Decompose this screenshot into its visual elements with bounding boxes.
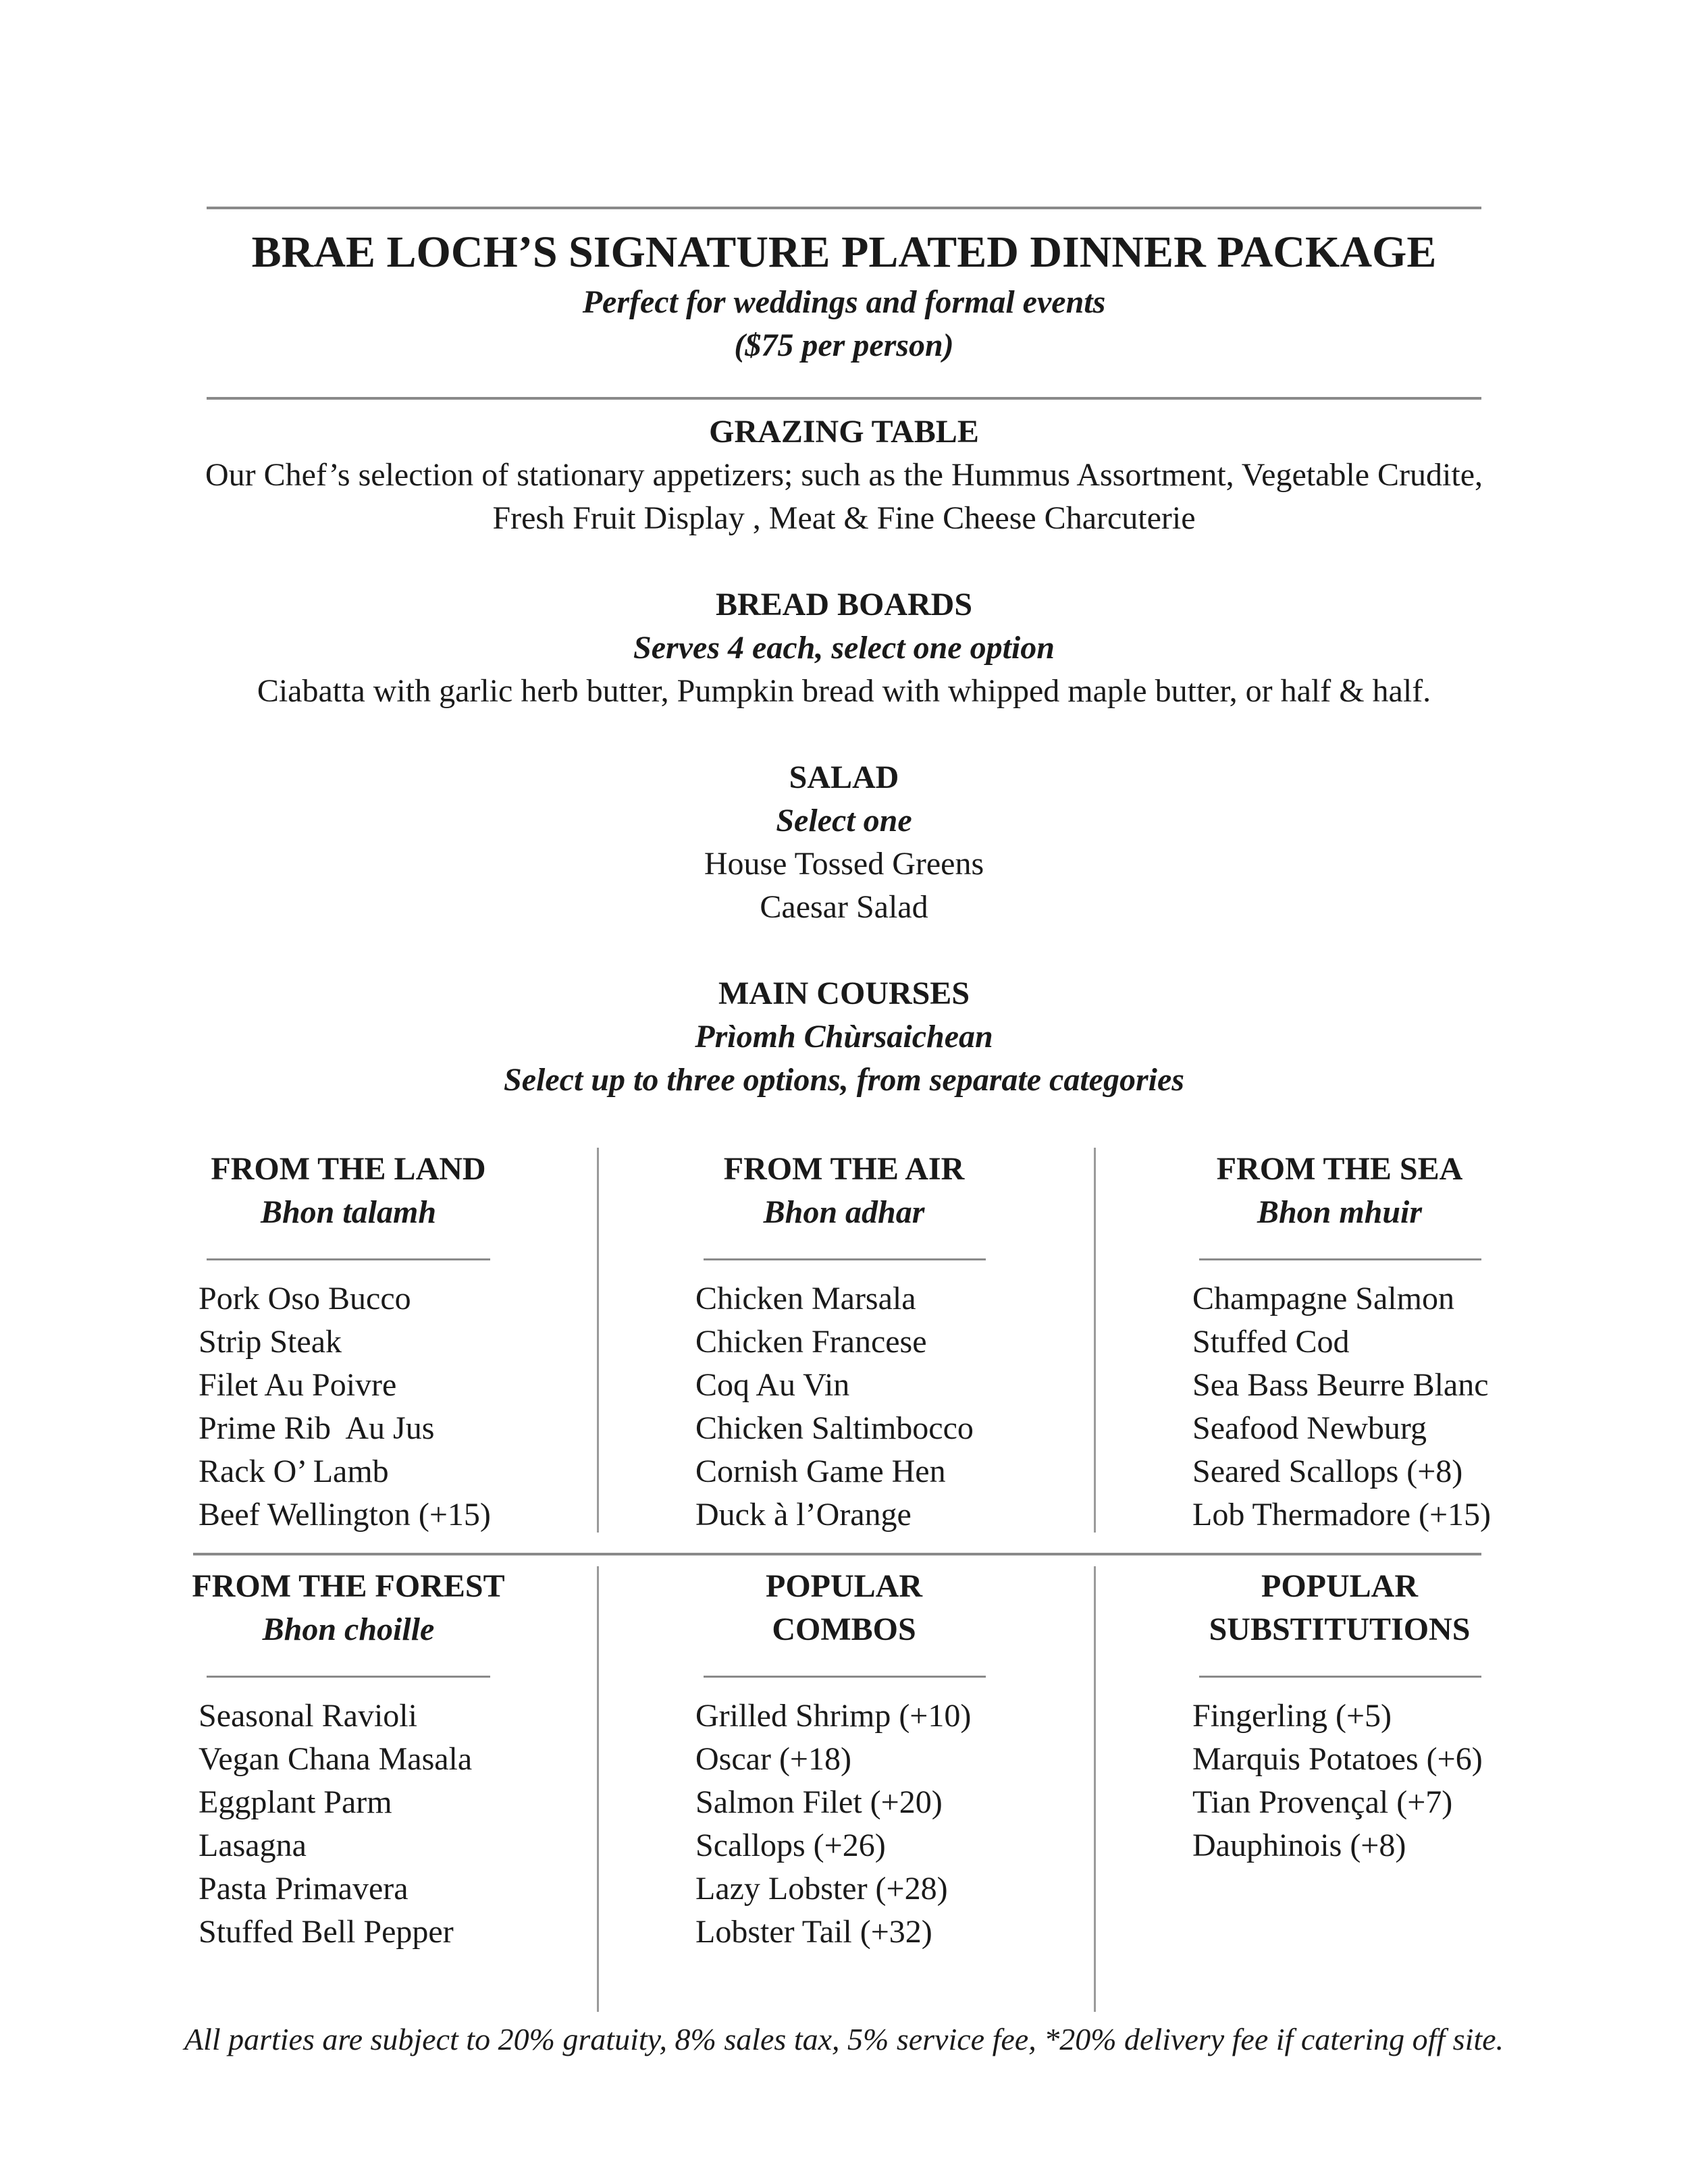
list-item: Scallops (+26): [695, 1828, 886, 1863]
list-item: Seasonal Ravioli: [199, 1698, 417, 1734]
column-heading-forest: [173, 1565, 524, 1651]
list-item: Marquis Potatoes (+6): [1192, 1741, 1483, 1777]
list-item: Cornish Game Hen: [695, 1454, 946, 1489]
column-divider: [1094, 1148, 1096, 1533]
list-item: Tian Provençal (+7): [1192, 1784, 1453, 1820]
column-subtitle: Bhon adhar: [763, 1194, 925, 1230]
grazing-heading: GRAZING TABLE: [709, 414, 979, 450]
column-subtitle: SUBSTITUTIONS: [1209, 1612, 1471, 1647]
list-item: Vegan Chana Masala: [199, 1741, 473, 1777]
list-item: Lobster Tail (+32): [695, 1914, 932, 1950]
mains-heading: MAIN COURSES: [718, 976, 970, 1011]
column-underline: [1199, 1676, 1481, 1678]
list-item: Beef Wellington (+15): [199, 1497, 491, 1533]
salad-heading: SALAD: [789, 760, 899, 795]
list-item: Lazy Lobster (+28): [695, 1871, 948, 1907]
list-item: Grilled Shrimp (+10): [695, 1698, 972, 1734]
column-subtitle: Bhon choille: [262, 1612, 435, 1647]
list-item: Lob Thermadore (+15): [1192, 1497, 1492, 1533]
list-item: Sea Bass Beurre Blanc: [1192, 1367, 1489, 1403]
forest-list: [199, 1695, 472, 1954]
bread-text: Ciabatta with garlic herb butter, Pumpkin bread with whipped maple butter, or half & half.: [257, 673, 1431, 709]
bread-heading: BREAD BOARDS: [715, 587, 973, 622]
list-item: Stuffed Cod: [1192, 1324, 1350, 1360]
row-divider: [193, 1553, 1481, 1555]
substitutions-list: [1192, 1695, 1483, 1867]
column-subtitle: Bhon mhuir: [1257, 1194, 1423, 1230]
air-list: [695, 1277, 974, 1537]
column-underline: [1199, 1258, 1481, 1260]
column-heading-sea: [1164, 1148, 1515, 1234]
menu-subtitle: Perfect for weddings and formal events: [582, 284, 1106, 320]
salad-note: Select one: [776, 803, 912, 838]
list-item: Chicken Francese: [695, 1324, 927, 1360]
column-title: POPULAR: [1261, 1568, 1418, 1604]
list-item: Filet Au Poivre: [199, 1367, 397, 1403]
list-item: Oscar (+18): [695, 1741, 851, 1777]
salad-item: House Tossed Greens: [704, 846, 984, 882]
column-title: FROM THE LAND: [211, 1151, 486, 1187]
column-underline: [704, 1676, 986, 1678]
list-item: Chicken Saltimbocco: [695, 1410, 974, 1446]
list-item: Lasagna: [199, 1828, 307, 1863]
land-list: [199, 1277, 491, 1537]
column-heading-land: [173, 1148, 524, 1234]
bread-note: Serves 4 each, select one option: [633, 630, 1055, 666]
column-title: FROM THE SEA: [1216, 1151, 1463, 1187]
column-divider: [597, 1148, 599, 1533]
combos-list: [695, 1695, 971, 1954]
list-item: Coq Au Vin: [695, 1367, 850, 1403]
list-item: Pork Oso Bucco: [199, 1281, 411, 1316]
top-rule: [207, 207, 1481, 209]
menu-price: ($75 per person): [734, 327, 954, 363]
list-item: Duck à l’Orange: [695, 1497, 912, 1533]
column-divider: [1094, 1566, 1096, 2012]
list-item: Strip Steak: [199, 1324, 342, 1360]
mains-gaelic: Prìomh Chùrsaichean: [695, 1019, 993, 1055]
list-item: Eggplant Parm: [199, 1784, 392, 1820]
column-title: FROM THE FOREST: [192, 1568, 505, 1604]
column-title: FROM THE AIR: [723, 1151, 965, 1187]
column-underline: [207, 1676, 490, 1678]
list-item: Salmon Filet (+20): [695, 1784, 943, 1820]
list-item: Chicken Marsala: [695, 1281, 916, 1316]
list-item: Fingerling (+5): [1192, 1698, 1392, 1734]
column-heading-air: [668, 1148, 1020, 1234]
footer-note: All parties are subject to 20% gratuity, 8% sales tax, 5% service fee, *20% delivery fee if catering off site.: [184, 2022, 1504, 2056]
list-item: Champagne Salmon: [1192, 1281, 1454, 1316]
header-rule: [207, 397, 1481, 400]
list-item: Rack O’ Lamb: [199, 1454, 389, 1489]
list-item: Prime Rib Au Jus: [199, 1410, 435, 1446]
column-heading-combos: [668, 1565, 1020, 1651]
column-underline: [704, 1258, 986, 1260]
list-item: Pasta Primavera: [199, 1871, 408, 1907]
sea-list: [1192, 1277, 1491, 1537]
menu-title: BRAE LOCH’S SIGNATURE PLATED DINNER PACKAGE: [251, 228, 1437, 277]
column-heading-substitutions: [1164, 1565, 1515, 1651]
column-divider: [597, 1566, 599, 2012]
grazing-text-line1: Our Chef’s selection of stationary appetizers; such as the Hummus Assortment, Vegetable Crudite,: [205, 457, 1483, 493]
salad-item: Caesar Salad: [760, 889, 928, 925]
list-item: Stuffed Bell Pepper: [199, 1914, 454, 1950]
list-item: Dauphinois (+8): [1192, 1828, 1406, 1863]
column-subtitle: COMBOS: [772, 1612, 916, 1647]
column-title: POPULAR: [766, 1568, 922, 1604]
column-underline: [207, 1258, 490, 1260]
column-subtitle: Bhon talamh: [260, 1194, 437, 1230]
list-item: Seafood Newburg: [1192, 1410, 1427, 1446]
list-item: Seared Scallops (+8): [1192, 1454, 1463, 1489]
grazing-text-line2: Fresh Fruit Display , Meat & Fine Cheese Charcuterie: [492, 500, 1196, 536]
mains-note: Select up to three options, from separate categories: [504, 1062, 1184, 1098]
